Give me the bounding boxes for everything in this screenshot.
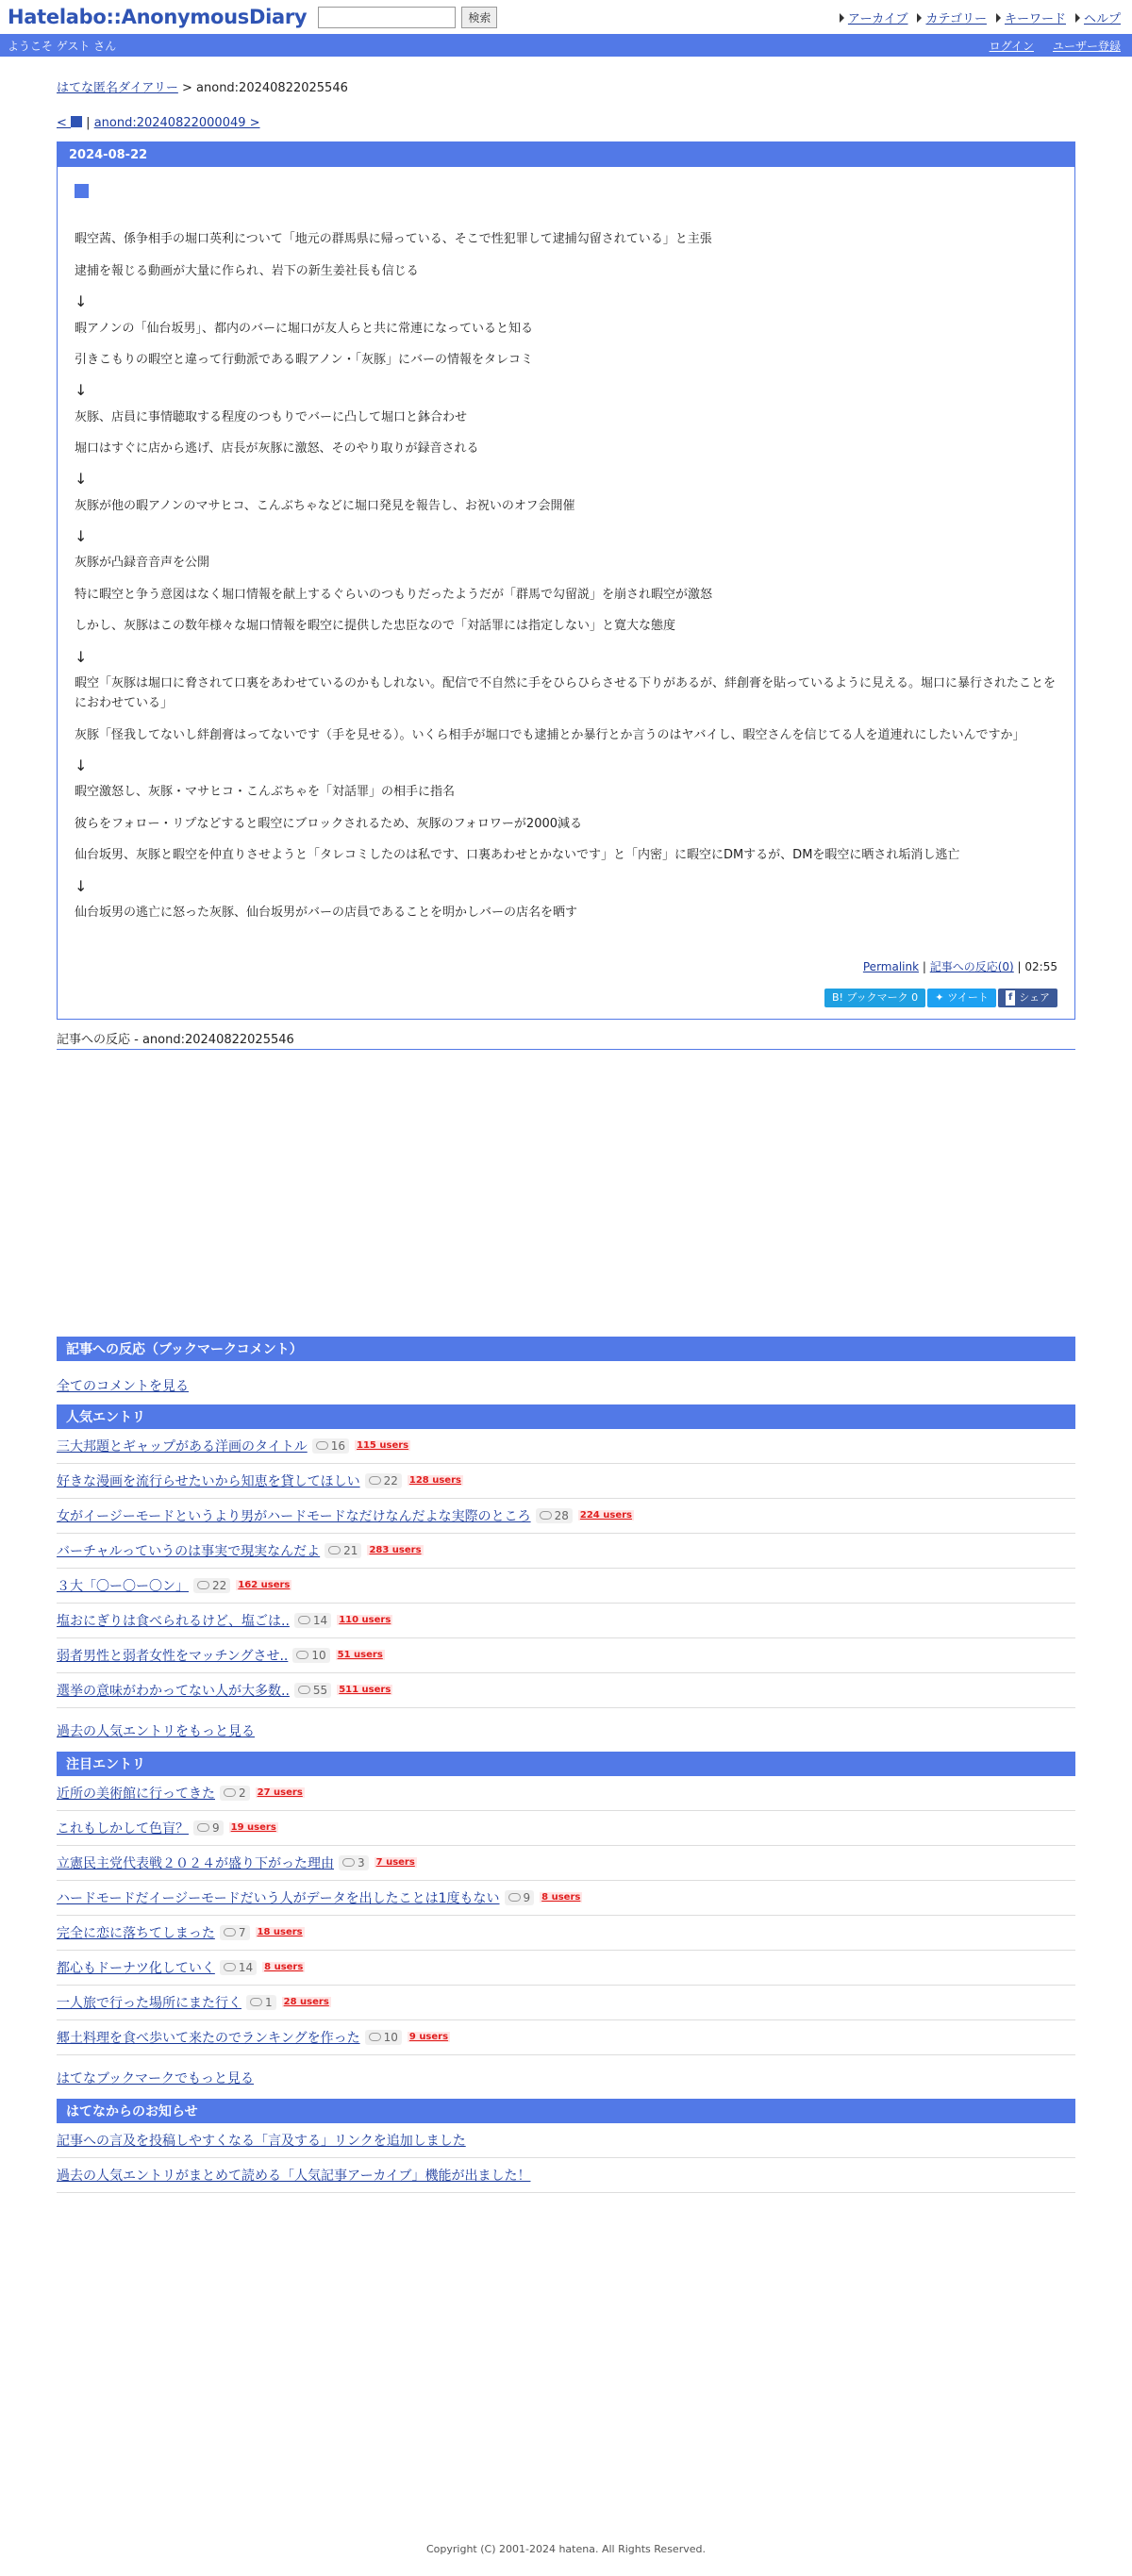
- bookmark-users-badge[interactable]: 18 users: [257, 1927, 303, 1938]
- list-item: [57, 1638, 1075, 1673]
- entry-footer: Permalink | 記事への反応(0) | 02:55: [862, 960, 1057, 974]
- comment-count-value: 14: [312, 1613, 328, 1627]
- site-logo[interactable]: Hatelabo::AnonymousDiary: [8, 6, 308, 28]
- news-link[interactable]: 記事への言及を投稿しやすくなる「言及する」リンクを追加しました: [57, 2133, 466, 2149]
- entry-line: 暇アノンの「仙台坂男」、都内のバーに堀口が友人らと共に常連になっていると知る: [75, 321, 533, 336]
- list-item: [57, 1916, 1075, 1951]
- entry-title-link[interactable]: [75, 184, 89, 198]
- bookmark-users-badge[interactable]: 51 users: [337, 1650, 383, 1661]
- header: [0, 0, 1132, 34]
- comment-count[interactable]: [292, 1648, 329, 1663]
- comment-icon: [298, 1616, 310, 1624]
- arrow-down-line: ↓: [75, 527, 88, 546]
- tweet-label: ツイート: [947, 990, 989, 1004]
- comment-count[interactable]: [246, 1995, 276, 2010]
- bookmark-users-badge[interactable]: 224 users: [579, 1510, 632, 1521]
- entry-body: [58, 167, 1074, 1019]
- chevron-right-icon: [1075, 13, 1080, 23]
- arrow-down-line: ↓: [75, 470, 88, 489]
- comment-count[interactable]: [339, 1855, 369, 1870]
- entry: [57, 141, 1075, 1020]
- entry-line: 暇空茜、係争相手の堀口英利について「地元の群馬県に帰っている、そこで性犯罪して逮捕勾留されている」と主張: [75, 232, 712, 247]
- entry-link[interactable]: 塩おにぎりは食べられるけど、塩ごは..: [57, 1613, 290, 1629]
- entry-date: 2024-08-22: [58, 142, 1074, 167]
- list-item: [57, 1951, 1075, 1986]
- news-item: [57, 2158, 1075, 2193]
- list-item: [57, 1811, 1075, 1846]
- bookmark-users-badge[interactable]: 8 users: [264, 1962, 304, 1973]
- list-item: [57, 1673, 1075, 1708]
- bookmark-users-badge[interactable]: 28 users: [283, 1997, 329, 2008]
- hatena-bookmark-button[interactable]: B! ブックマーク 0: [824, 989, 925, 1007]
- comment-icon: [369, 1476, 381, 1485]
- comment-count-value: 9: [212, 1820, 220, 1835]
- ad-space: [57, 1050, 1075, 1337]
- pager-separator: |: [82, 116, 94, 130]
- comment-count-value: 28: [554, 1508, 569, 1522]
- chevron-right-icon: [996, 13, 1001, 23]
- comment-icon: [224, 1928, 236, 1936]
- arrow-down-line: ↓: [75, 647, 88, 666]
- entry-line: 灰豚が他の暇アノンのマサヒコ、こんぶちゃなどに堀口発見を報告し、お祝いのオフ会開催: [75, 498, 575, 513]
- comment-count[interactable]: [536, 1508, 573, 1523]
- list-item: [57, 2020, 1075, 2055]
- entry-line: 引きこもりの暇空と違って行動派である暇アノン・「灰豚」にバーの情報をタレコミ: [75, 352, 533, 367]
- comment-icon: [298, 1686, 310, 1694]
- comment-icon: [369, 2033, 381, 2041]
- main-content: [57, 77, 1075, 2193]
- entry-link[interactable]: ハードモードだイージーモードだいう人がデータを出したことは1度もない: [57, 1890, 500, 1906]
- nav-help-link[interactable]: ヘルプ: [1083, 12, 1121, 26]
- comment-icon: [250, 1998, 262, 2006]
- comment-count-value: 1: [265, 1995, 273, 2009]
- bookmark-users-badge[interactable]: 128 users: [408, 1475, 461, 1487]
- comment-count[interactable]: [193, 1578, 230, 1593]
- reactions-link[interactable]: 記事への反応(0): [929, 960, 1014, 974]
- comment-count[interactable]: [325, 1543, 361, 1558]
- comment-count[interactable]: [193, 1820, 224, 1836]
- popular-entries-header: 人気エントリ: [57, 1404, 1075, 1429]
- comment-count-value: 2: [239, 1786, 246, 1800]
- entry-link[interactable]: 選挙の意味がわかってない人が大多数..: [57, 1683, 290, 1699]
- comment-icon: [328, 1546, 341, 1554]
- nav-archive-link[interactable]: アーカイブ: [847, 12, 908, 26]
- prev-entry-link[interactable]: [57, 116, 82, 130]
- arrow-down-line: ↓: [75, 381, 88, 400]
- comment-icon: [197, 1823, 209, 1832]
- entry-line: 暇空激怒し、灰豚・マサヒコ・こんぶちゃを「対話罪」の相手に指名: [75, 785, 456, 800]
- comment-icon: [508, 1893, 521, 1902]
- nav-keyword[interactable]: [996, 8, 1066, 26]
- search-form: [318, 7, 497, 28]
- register-link[interactable]: ユーザー登録: [1052, 39, 1121, 53]
- breadcrumb: [57, 77, 1075, 95]
- arrow-down-line: ↓: [75, 756, 88, 775]
- entry-time: 02:55: [1024, 960, 1057, 974]
- entry-link[interactable]: 近所の美術館に行ってきた: [57, 1786, 215, 1802]
- featured-entries-list: [57, 1776, 1075, 2055]
- entry-line: 暇空「灰豚は堀口に脅されて口裏をあわせているのかもしれない。配信で不自然に手をひらひらさせる下りがあるが、絆創膏を貼っているように見える。堀口に暴行されたことをにおわせている」: [75, 675, 1057, 711]
- search-input[interactable]: [318, 7, 456, 28]
- bookmark-users-badge[interactable]: 283 users: [369, 1545, 422, 1556]
- permalink[interactable]: Permalink: [862, 960, 920, 974]
- news-link[interactable]: 過去の人気エントリがまとめて読める「人気記事アーカイブ」機能が出ました！: [57, 2168, 531, 2184]
- search-button[interactable]: 検索: [461, 7, 497, 28]
- comment-count[interactable]: [294, 1683, 331, 1698]
- nav-archive[interactable]: [840, 8, 908, 26]
- bird-icon: ✦: [935, 990, 944, 1004]
- comment-icon: [342, 1858, 355, 1867]
- nav-category-link[interactable]: カテゴリー: [925, 12, 987, 26]
- comment-count-value: 10: [383, 2030, 398, 2044]
- comment-count-value: 22: [383, 1473, 398, 1487]
- welcome-text: ようこそ ゲスト さん: [8, 39, 117, 53]
- comment-count-value: 14: [238, 1960, 254, 1974]
- comment-count[interactable]: [312, 1438, 349, 1454]
- list-item: [57, 1499, 1075, 1534]
- breadcrumb-current: anond:20240822025546: [196, 81, 348, 95]
- bookmark-comments-header: 記事への反応（ブックマークコメント）: [57, 1337, 1075, 1361]
- chevron-right-icon: [840, 13, 844, 23]
- featured-entries-header: 注目エントリ: [57, 1752, 1075, 1776]
- news-item: [57, 2123, 1075, 2158]
- bookmark-users-badge[interactable]: 511 users: [339, 1685, 391, 1696]
- bookmark-users-badge[interactable]: 27 users: [257, 1787, 303, 1799]
- tweet-button[interactable]: [927, 989, 996, 1007]
- prev-label: <: [57, 116, 72, 130]
- comment-count-value: 22: [212, 1578, 227, 1592]
- entry-link[interactable]: ３大「〇ー〇ー〇ン」: [57, 1578, 189, 1594]
- list-item: [57, 1429, 1075, 1464]
- entry-line: 彼らをフォロー・リプなどすると暇空にブロックされるため、灰豚のフォロワーが2000減る: [75, 816, 583, 831]
- comment-count-value: 21: [343, 1543, 358, 1557]
- entry-line: 逮捕を報じる動画が大量に作られ、岩下の新生姜社長も信じる: [75, 263, 419, 278]
- list-item: [57, 1776, 1075, 1811]
- facebook-share-button[interactable]: [998, 989, 1057, 1007]
- entry-link[interactable]: 立憲民主党代表戦２０２４が盛り下がった理由: [57, 1855, 334, 1871]
- comment-count-value: 16: [330, 1438, 346, 1453]
- comment-count-value: 9: [523, 1890, 531, 1904]
- list-item: [57, 1604, 1075, 1638]
- comment-count-value: 3: [358, 1855, 365, 1870]
- nav-category[interactable]: [917, 8, 986, 26]
- list-item: [57, 1986, 1075, 2020]
- bookmark-users-badge[interactable]: 9 users: [408, 2032, 449, 2043]
- comment-count[interactable]: [220, 1925, 250, 1940]
- list-item: [57, 1881, 1075, 1916]
- entry-link[interactable]: 好きな漫画を流行らせたいから知恵を貸してほしい: [57, 1473, 360, 1489]
- breadcrumb-home[interactable]: はてな匿名ダイアリー: [57, 81, 178, 95]
- comment-count-value: 55: [312, 1683, 328, 1697]
- pager: [57, 116, 1075, 130]
- entry-link[interactable]: 郷土料理を食べ歩いて来たのでランキングを作った: [57, 2030, 360, 2046]
- comment-count[interactable]: [220, 1786, 250, 1801]
- bookmark-users-badge[interactable]: 162 users: [238, 1580, 291, 1591]
- comment-count[interactable]: [365, 1473, 402, 1488]
- comment-count[interactable]: [220, 1960, 257, 1975]
- next-entry-link[interactable]: anond:20240822000049 >: [93, 116, 260, 130]
- comment-icon: [224, 1963, 236, 1971]
- login-link[interactable]: ログイン: [989, 39, 1034, 53]
- list-item: [57, 1846, 1075, 1881]
- comment-count[interactable]: [505, 1890, 535, 1905]
- bookmark-users-badge[interactable]: 19 users: [230, 1822, 276, 1834]
- entry-line: 灰豚が凸録音音声を公開: [75, 556, 210, 571]
- list-item: [57, 1464, 1075, 1499]
- entry-line: 特に暇空と争う意図はなく堀口情報を献上するぐらいのつもりだったようだが「群馬で勾留説」を崩され暇空が激怒: [75, 587, 713, 602]
- share-buttons: [75, 989, 1057, 1007]
- comment-count[interactable]: [294, 1613, 331, 1628]
- comment-count-value: 7: [238, 1925, 246, 1939]
- comment-count[interactable]: [365, 2030, 402, 2045]
- entry-line: しかし、灰豚はこの数年様々な堀口情報を暇空に提供した忠臣なので「対話罪には指定しない」と寛大な態度: [75, 619, 676, 634]
- nav-keyword-link[interactable]: キーワード: [1004, 12, 1066, 26]
- bookmark-users-badge[interactable]: 115 users: [357, 1440, 409, 1452]
- comment-icon: [540, 1511, 552, 1520]
- entry-link[interactable]: 弱者男性と弱者女性をマッチングさせ..: [57, 1648, 289, 1664]
- entry-text: [75, 229, 1057, 922]
- comment-count-value: 10: [311, 1648, 326, 1662]
- comment-icon: [296, 1651, 308, 1659]
- list-item: [57, 1569, 1075, 1604]
- comment-icon: [224, 1788, 236, 1797]
- entry-line: 灰豚、店員に事情聴取する程度のつもりでバーに凸して堀口と鉢合わせ: [75, 409, 468, 424]
- entry-line: 灰豚「怪我してないし絆創膏はってないです（手を見せる）。いくら相手が堀口でも逮捕とか暴行とか言うのはヤバイし、暇空さんを信じてる人を道連れにしたいんですか」: [75, 727, 1025, 742]
- chevron-right-icon: [917, 13, 922, 23]
- arrow-down-line: ↓: [75, 292, 88, 311]
- comment-icon: [316, 1441, 328, 1450]
- entry-link[interactable]: 完全に恋に落ちてしまった: [57, 1925, 215, 1941]
- news-list: [57, 2123, 1075, 2193]
- bookmark-users-badge[interactable]: 8 users: [541, 1892, 581, 1903]
- entry-link[interactable]: バーチャルっていうのは事実で現実なんだよ: [57, 1543, 321, 1559]
- entry-line: 堀口はすぐに店から逃げ、店長が灰豚に激怒、そのやり取りが録音される: [75, 441, 479, 456]
- arrow-down-line: ↓: [75, 876, 88, 895]
- square-icon: [71, 116, 82, 127]
- comment-icon: [197, 1581, 209, 1589]
- nav-help[interactable]: [1075, 8, 1121, 26]
- bookmark-users-badge[interactable]: 7 users: [375, 1857, 415, 1869]
- list-item: [57, 1534, 1075, 1569]
- entry-line: 仙台坂男、灰豚と暇空を仲直りさせようと「タレコミしたのは私です、口裏あわせとかないです」と「内密」に暇空にDMするが、DMを暇空に晒され垢消し逃亡: [75, 848, 960, 863]
- breadcrumb-separator: >: [181, 81, 192, 95]
- share-label: シェア: [1019, 990, 1050, 1004]
- entry-link[interactable]: これもしかして色盲？: [57, 1820, 189, 1836]
- popular-entries-list: [57, 1429, 1075, 1708]
- reactions-title: 記事への反応 - anond:20240822025546: [57, 1029, 1075, 1050]
- popular-more-link[interactable]: 過去の人気エントリをもっと見る: [57, 1723, 255, 1739]
- all-comments-link[interactable]: 全てのコメントを見る: [57, 1378, 189, 1394]
- bookmark-users-badge[interactable]: 110 users: [339, 1615, 391, 1626]
- news-header: はてなからのお知らせ: [57, 2099, 1075, 2123]
- entry-link[interactable]: 女がイージーモードというより男がハードモードなだけなんだよな実際のところ: [57, 1508, 531, 1524]
- featured-more-link[interactable]: はてなブックマークでもっと見る: [57, 2070, 255, 2086]
- user-bar: [0, 34, 1132, 57]
- entry-link[interactable]: 都心もドーナツ化していく: [57, 1960, 215, 1976]
- copyright: Copyright (C) 2001-2024 hatena. All Rights Reserved.: [426, 2543, 706, 2555]
- entry-link[interactable]: 三大邦題とギャップがある洋画のタイトル: [57, 1438, 308, 1454]
- entry-line: 仙台坂男の逃亡に怒った灰豚、仙台坂男がバーの店員であることを明かしバーの店名を晒す: [75, 905, 578, 920]
- entry-link[interactable]: 一人旅で行った場所にまた行く: [57, 1995, 241, 2011]
- facebook-icon: f: [1006, 990, 1015, 1006]
- top-nav: [840, 8, 1121, 26]
